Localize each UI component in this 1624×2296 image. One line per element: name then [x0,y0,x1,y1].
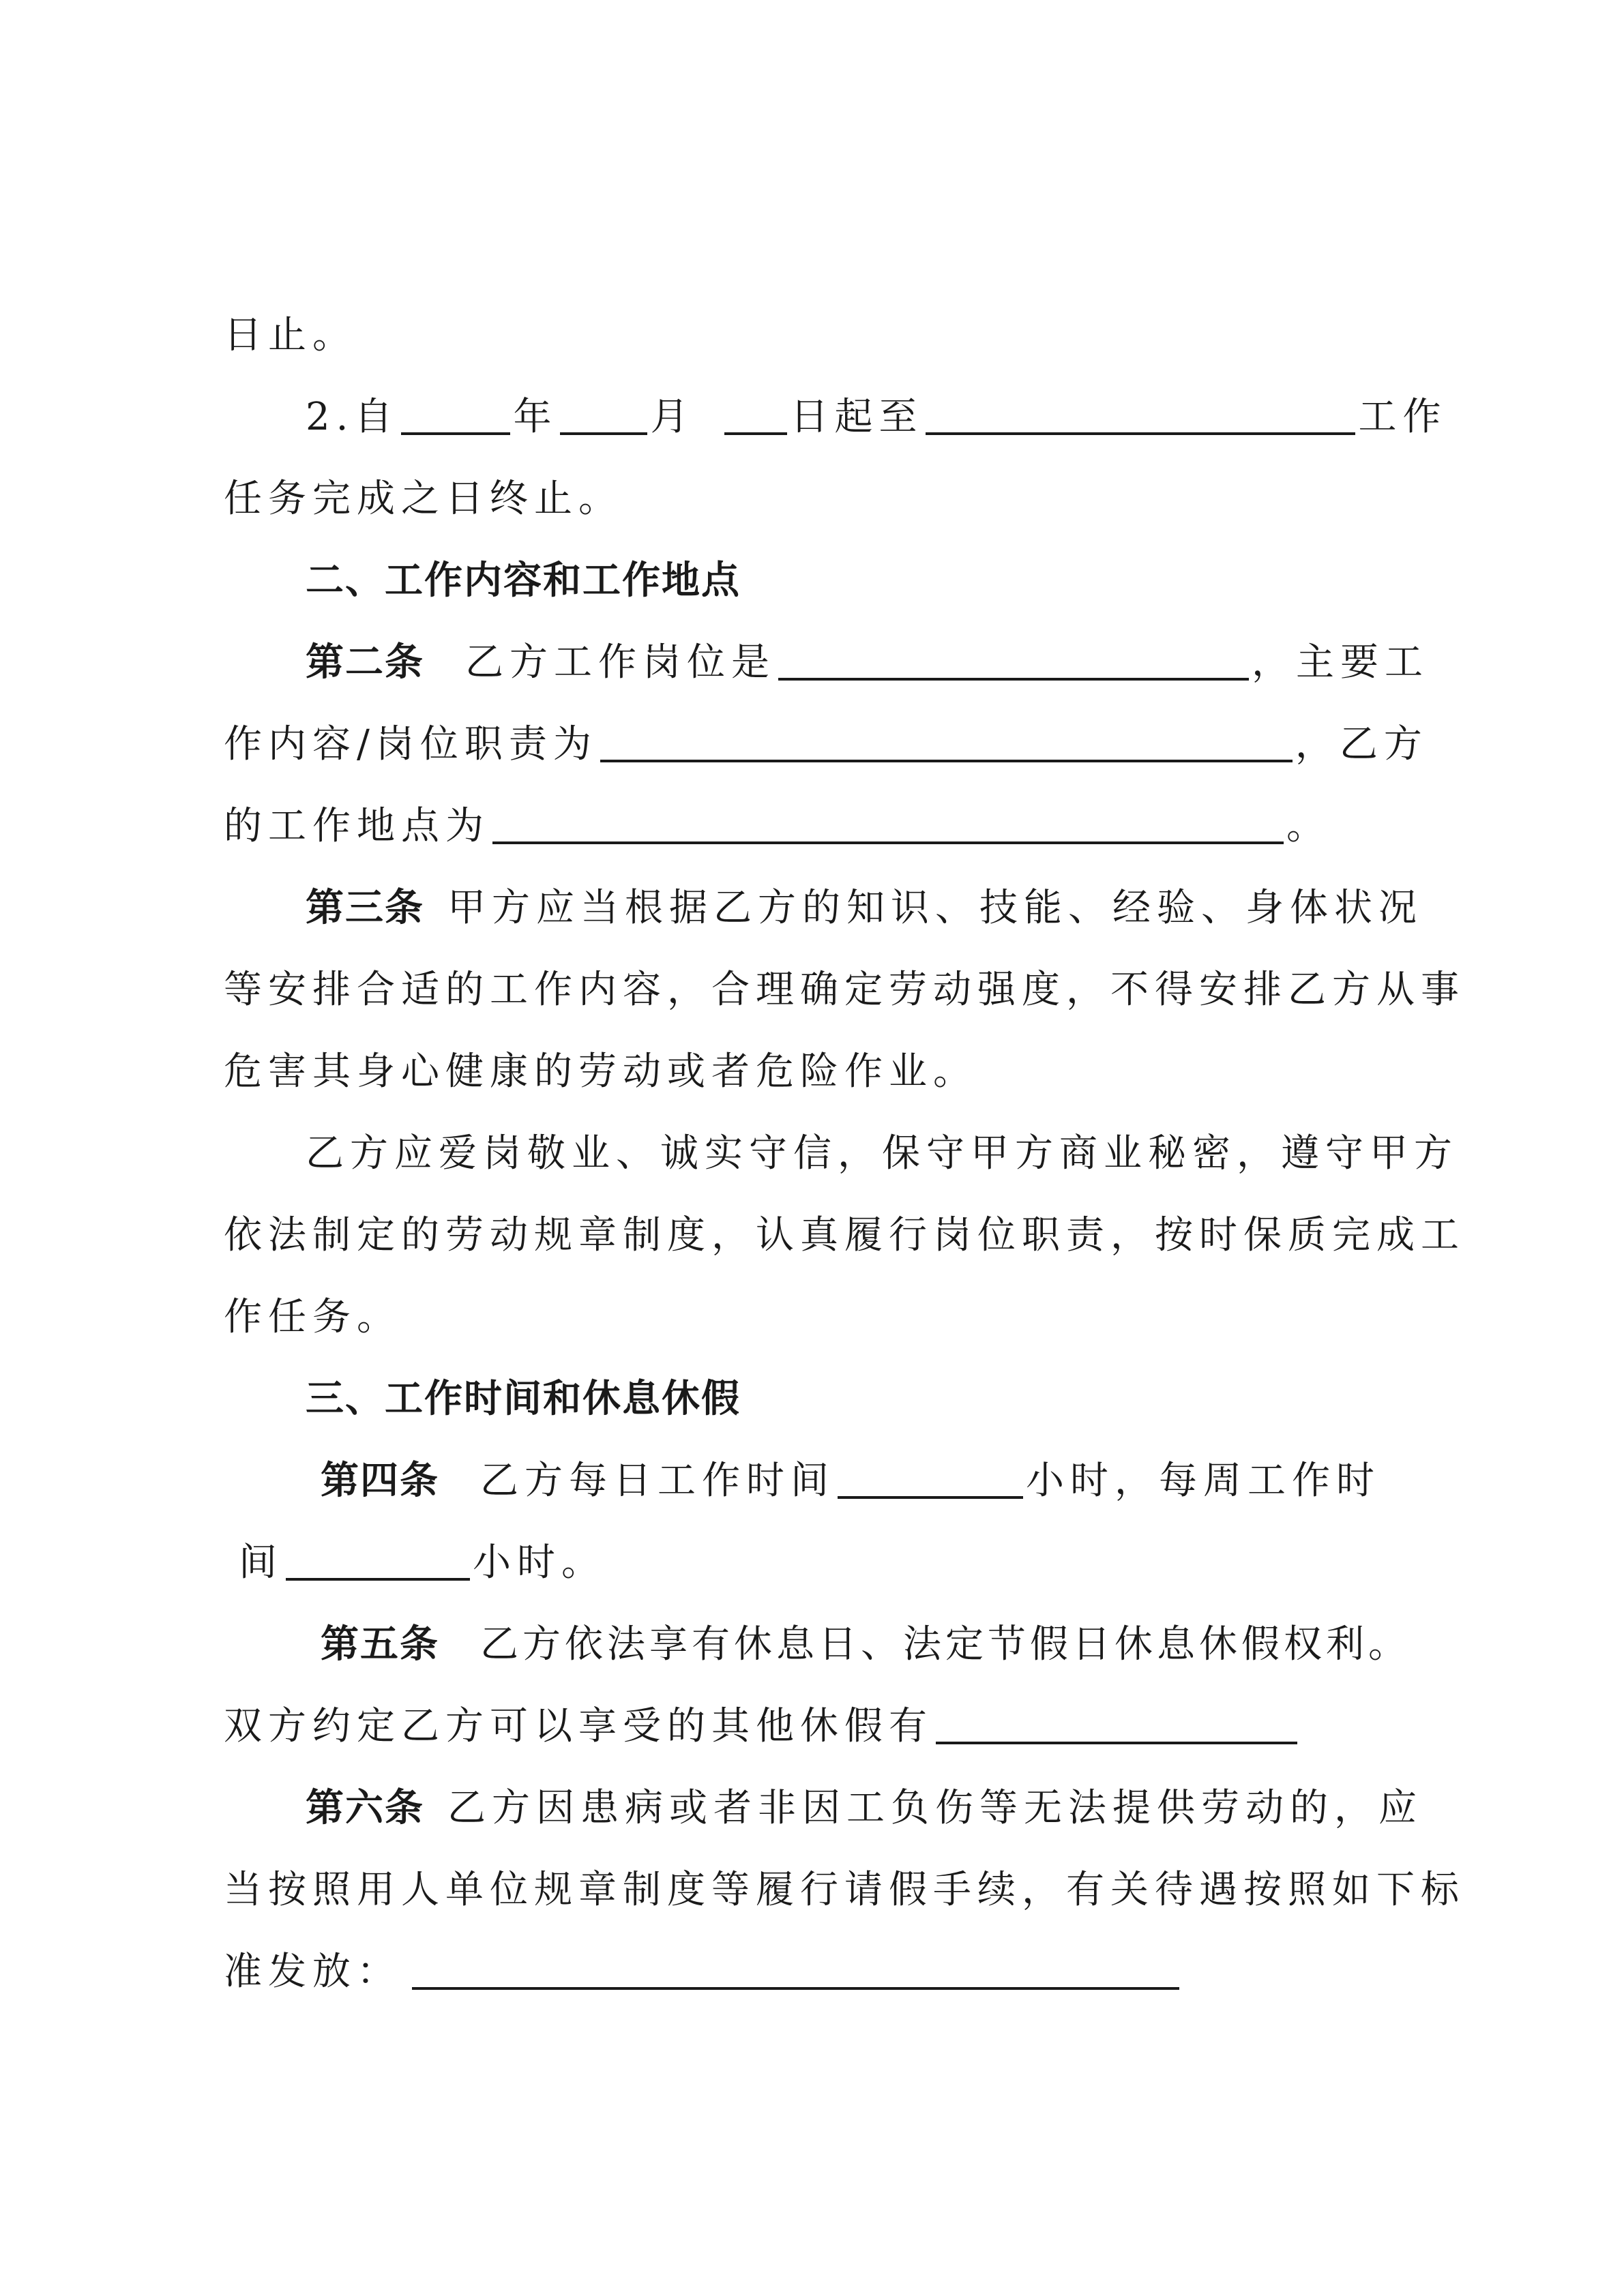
line-text: 小时，每周工作时 [1026,1459,1381,1503]
text-line [306,636,1429,690]
text-line [239,1536,606,1590]
text-line [224,1945,1182,1999]
fill-blank-day[interactable] [724,390,787,435]
line-text: 准发放： [224,1950,401,1994]
article-number: 第二条 [306,640,424,685]
fill-blank-weekly-hours[interactable] [286,1536,470,1581]
text-line [306,390,1447,445]
line-text: 乙方依法享有休息日、法定节假日休息休假权利。 [480,1622,1411,1667]
text-line [306,881,1423,936]
article-number: 第四条 [321,1459,439,1503]
text-line [224,1863,1465,1918]
fill-blank-month[interactable] [560,390,647,435]
line-text: 日止。 [224,313,357,357]
text-line [224,1208,1465,1263]
text-line [224,1699,1300,1754]
line-text: 当按照用人单位规章制度等履行请假手续，有关待遇按照如下标 [224,1868,1465,1912]
article-number: 第三条 [306,886,424,930]
line-text: 作任务。 [224,1295,401,1339]
heading-text: 二、工作内容和工作地点 [306,558,741,603]
line-text: 间 [239,1540,283,1585]
line-text: 年 [513,395,558,439]
fill-blank-other-leave[interactable] [936,1699,1297,1744]
line-text: 2.自 [306,395,399,439]
fill-blank-payment-standard[interactable] [412,1945,1179,1990]
line-text: 乙方工作岗位是 [465,640,776,685]
line-text: 。 [1286,804,1331,848]
line-text: 甲方应当根据乙方的知识、技能、经验、身体状况 [447,886,1423,930]
fill-blank-daily-hours[interactable] [838,1454,1023,1499]
fill-blank-year[interactable] [401,390,510,435]
line-text: 的工作地点为 [224,804,490,848]
line-text: ，主要工 [1252,640,1429,685]
fill-blank-duties[interactable] [600,717,1293,762]
fill-blank-task[interactable] [926,390,1355,435]
line-text: 等安排合适的工作内容，合理确定劳动强度，不得安排乙方从事 [224,968,1465,1012]
text-line [224,472,623,526]
text-line [224,308,357,363]
section-heading [306,554,741,608]
line-text: 依法制定的劳动规章制度，认真履行岗位职责，按时保质完成工 [224,1213,1465,1257]
text-line [224,963,1465,1017]
line-text: 日起至 [790,395,924,439]
line-text: 工作 [1358,395,1447,439]
heading-text: 三、工作时间和休息休假 [306,1377,741,1421]
text-line [306,1781,1423,1836]
line-text: 任务完成之日终止。 [224,477,623,521]
line-text: 月 [650,395,695,439]
line-text: 乙方应爱岗敬业、诚实守信，保守甲方商业秘密，遵守甲方 [306,1131,1458,1176]
text-line [321,1617,1411,1672]
line-text: 危害其身心健康的劳动或者危险作业。 [224,1049,977,1094]
line-text: 乙方每日工作时间 [480,1459,835,1503]
line-text: 双方约定乙方可以享受的其他休假有 [224,1704,933,1748]
text-line [224,1290,401,1345]
fill-blank-work-location[interactable] [492,799,1284,844]
text-line [224,799,1331,854]
article-number: 第五条 [321,1622,439,1667]
section-heading [306,1372,741,1427]
fill-blank-position[interactable] [778,636,1249,681]
line-text: 作内容/岗位职责为 [224,722,597,766]
line-text: ，乙方 [1295,722,1428,766]
text-line [224,1045,977,1099]
text-line [224,717,1428,772]
article-number: 第六条 [306,1786,424,1830]
line-text: 小时。 [473,1540,606,1585]
text-line [306,1127,1458,1181]
line-text: 乙方因患病或者非因工负伤等无法提供劳动的，应 [447,1786,1423,1830]
text-line [321,1454,1381,1508]
